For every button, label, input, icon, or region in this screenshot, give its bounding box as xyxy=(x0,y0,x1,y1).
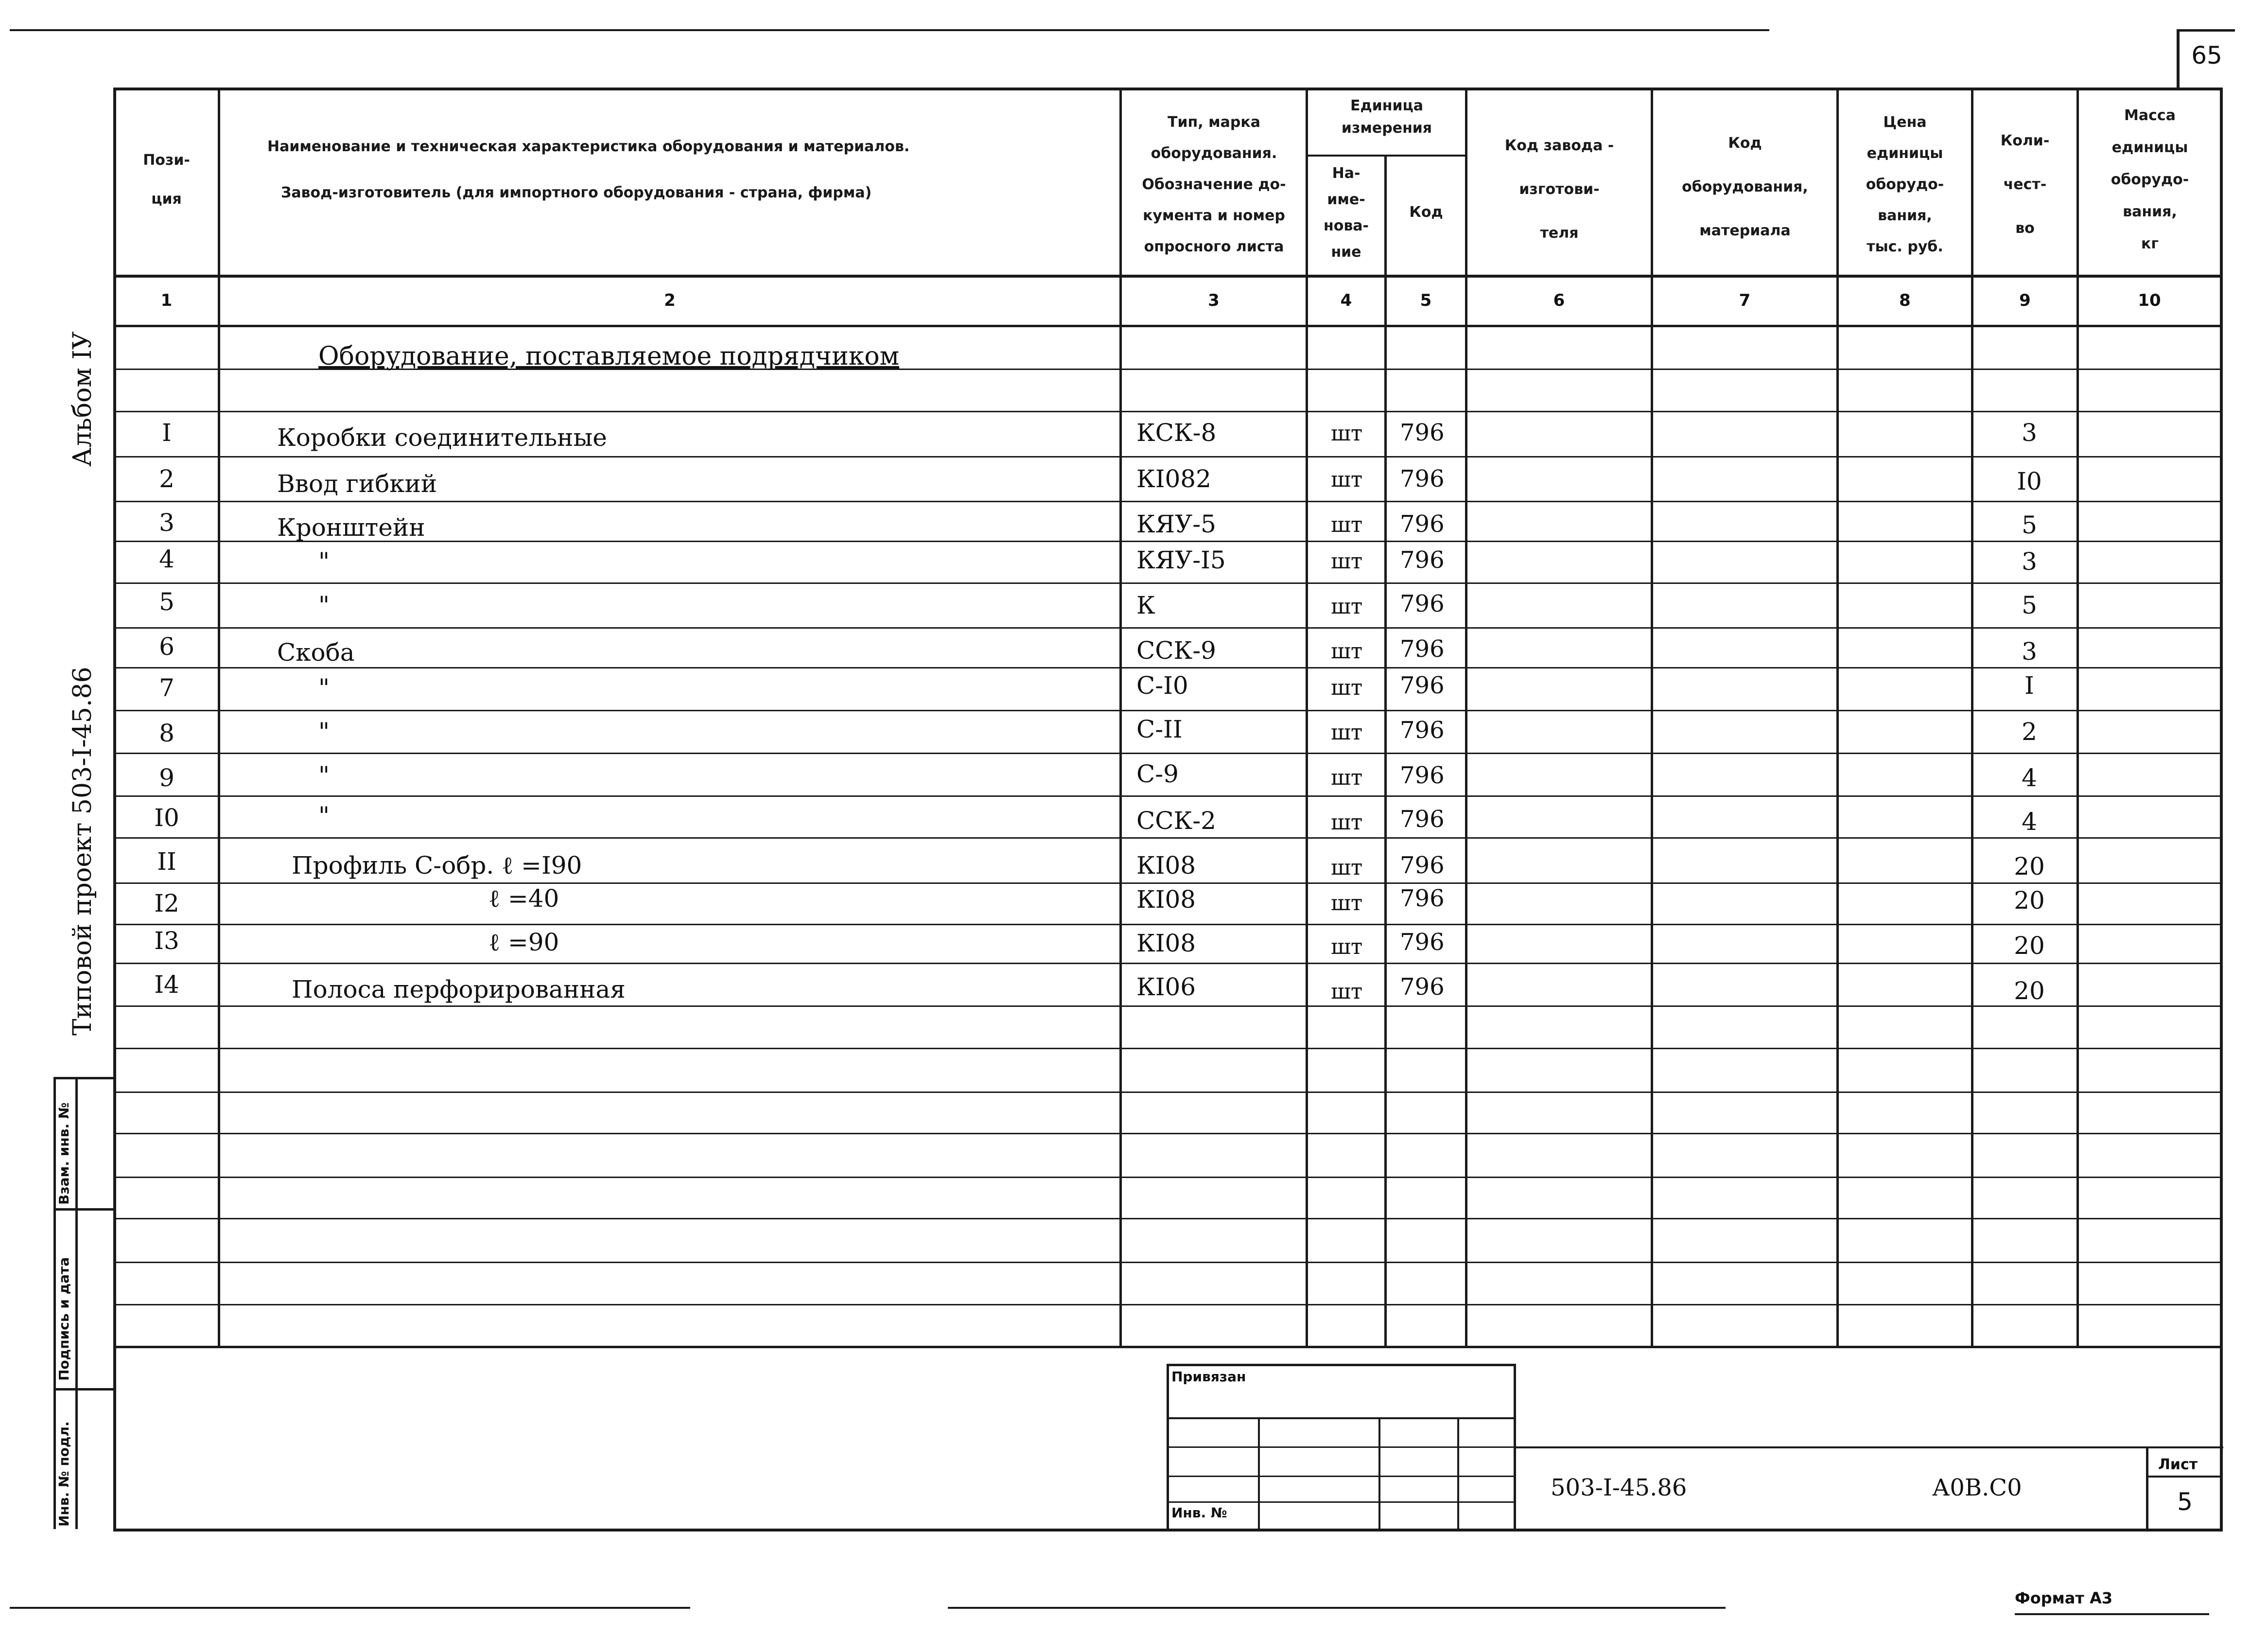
row-code: 796 xyxy=(1400,885,1445,912)
stamp-vline1 xyxy=(1258,1417,1260,1529)
row-position: I2 xyxy=(154,889,179,917)
row-code: 796 xyxy=(1400,852,1445,879)
bottom-rule-2 xyxy=(948,1607,1726,1609)
row-name: Ввод гибкий xyxy=(277,470,437,498)
row-name: ℓ =40 xyxy=(488,884,559,913)
header-price-line: Цена xyxy=(1883,114,1927,131)
margin-stamp-div1 xyxy=(53,1208,114,1211)
row-position: I4 xyxy=(154,970,179,999)
header-name-line1: Наименование и техническая характеристика оборудования и материалов. xyxy=(267,138,910,155)
header-equipment-code-line: материала xyxy=(1699,222,1791,239)
row-type: ССК-9 xyxy=(1136,636,1216,665)
row-position: 6 xyxy=(159,633,174,661)
row-name: Коробки соединительные xyxy=(277,423,607,452)
row-code: 796 xyxy=(1400,419,1445,446)
margin-podpis: Подпись и дата xyxy=(56,1257,72,1381)
row-unit: шт xyxy=(1331,765,1363,790)
margin-stamp-top xyxy=(53,1077,114,1079)
row-qty: 4 xyxy=(2022,764,2037,792)
row-type: КЯУ-5 xyxy=(1136,510,1216,538)
page-number-box-left xyxy=(2177,29,2180,88)
stamp-top xyxy=(1167,1364,1516,1366)
row-type: КЯУ-I5 xyxy=(1136,546,1226,574)
row-qty: 20 xyxy=(2014,932,2045,960)
col-line-4 xyxy=(1384,155,1387,1348)
colnum-10: 10 xyxy=(2138,291,2161,310)
stamp-doc-mark: А0В.С0 xyxy=(1932,1474,2022,1501)
header-bottom-line xyxy=(113,275,2223,278)
row-unit: шт xyxy=(1331,512,1363,537)
row-code: 796 xyxy=(1400,546,1445,574)
row-qty: 4 xyxy=(2022,808,2037,836)
row-position: I xyxy=(162,419,172,447)
header-type-line: оборудования. xyxy=(1151,145,1277,162)
header-mass-line: вания, xyxy=(2123,203,2177,220)
frame-right xyxy=(2220,88,2223,1531)
row-unit: шт xyxy=(1331,891,1363,915)
row-unit: шт xyxy=(1331,979,1363,1004)
section-title: Оборудование, поставляемое подрядчиком xyxy=(318,342,900,371)
header-factory-code xyxy=(1468,124,1651,255)
header-mass xyxy=(2079,100,2220,260)
stamp-vline2 xyxy=(1378,1417,1380,1529)
format-label: Формат А3 xyxy=(2015,1589,2113,1607)
margin-vzam: Взам. инв. № xyxy=(56,1102,72,1205)
row-code: 796 xyxy=(1400,973,1445,1001)
stamp-sheet-number: 5 xyxy=(2177,1488,2193,1516)
row-code: 796 xyxy=(1400,762,1445,789)
row-position: 7 xyxy=(159,674,174,702)
colnum-8: 8 xyxy=(1899,291,1911,310)
row-position: 2 xyxy=(159,465,174,493)
page-number: 65 xyxy=(2191,41,2222,70)
colnum-5: 5 xyxy=(1420,291,1432,310)
row-type: КI08 xyxy=(1136,851,1196,880)
row-qty: 2 xyxy=(2022,718,2037,746)
col-line-8 xyxy=(1971,88,1973,1348)
row-position: 9 xyxy=(159,764,174,792)
header-mass-line: единицы xyxy=(2111,139,2188,156)
row-code: 796 xyxy=(1400,717,1445,744)
row-unit: шт xyxy=(1331,810,1363,835)
row-unit: шт xyxy=(1331,855,1363,880)
row-type: С-I0 xyxy=(1136,671,1188,700)
header-price-line: оборудо- xyxy=(1866,176,1944,193)
header-factory-code-line: изготови- xyxy=(1519,181,1600,198)
row-name: " xyxy=(318,674,330,702)
row-type: КI082 xyxy=(1136,465,1211,493)
row-position: 8 xyxy=(159,719,174,747)
row-qty: 5 xyxy=(2022,511,2037,539)
header-type-line: Тип, марка xyxy=(1168,114,1260,131)
row-position: II xyxy=(157,847,176,876)
colnum-9: 9 xyxy=(2019,291,2031,310)
row-qty: I0 xyxy=(2017,467,2042,495)
stamp-line4 xyxy=(1167,1501,1516,1503)
stamp-vline3 xyxy=(1457,1417,1459,1529)
colnum-2: 2 xyxy=(664,291,676,310)
stamp-line1 xyxy=(1167,1417,1516,1419)
header-unit-name: На- име- нова- ние xyxy=(1323,165,1369,261)
row-name: " xyxy=(318,761,330,790)
row-type: КI06 xyxy=(1136,973,1196,1001)
row-type: С-II xyxy=(1136,715,1183,743)
header-factory-code-line: Код завода - xyxy=(1504,137,1614,154)
row-code: 796 xyxy=(1400,510,1445,538)
row-type: КI08 xyxy=(1136,885,1196,914)
header-quantity xyxy=(1974,119,2076,250)
row-name: Профиль С-обр. ℓ =I90 xyxy=(292,851,582,880)
row-qty: I xyxy=(2024,671,2034,700)
margin-project: Типовой проект 503-I-45.86 xyxy=(68,667,97,1036)
row-type: К xyxy=(1136,591,1155,619)
colnum-3: 3 xyxy=(1208,291,1220,310)
row-unit: шт xyxy=(1331,549,1363,574)
header-unit: Единица измерения xyxy=(1341,97,1432,137)
row-unit: шт xyxy=(1331,639,1363,664)
colnum-1: 1 xyxy=(160,291,173,310)
header-factory-code-line: теля xyxy=(1540,225,1579,242)
row-qty: 20 xyxy=(2014,852,2045,880)
row-type: КСК-8 xyxy=(1136,419,1217,447)
header-name-line2: Завод-изготовитель (для импортного оборудования - страна, фирма) xyxy=(281,184,872,201)
row-unit: шт xyxy=(1331,934,1363,959)
header-quantity-line: чест- xyxy=(2003,176,2047,193)
table-bottom-line xyxy=(113,1346,2223,1348)
header-position: Пози- ция xyxy=(143,152,190,208)
header-type-line: опросного листа xyxy=(1144,238,1284,255)
row-qty: 3 xyxy=(2022,637,2037,666)
col-line-7 xyxy=(1836,88,1839,1348)
row-qty: 20 xyxy=(2014,977,2045,1005)
row-unit: шт xyxy=(1331,594,1363,619)
header-mass-line: Масса xyxy=(2124,107,2176,124)
colnum-7: 7 xyxy=(1739,291,1751,310)
row-name: Скоба xyxy=(277,638,355,667)
header-equipment-code xyxy=(1654,122,1836,253)
bottom-rule-1 xyxy=(10,1607,690,1609)
row-type: КI08 xyxy=(1136,929,1196,957)
page-number-box-top xyxy=(2177,29,2235,32)
row-name: " xyxy=(318,718,330,746)
header-type-line: кумента и номер xyxy=(1143,207,1285,224)
unit-split-line xyxy=(1307,155,1467,157)
frame-top xyxy=(113,88,2223,90)
stamp-sheet-label: Лист xyxy=(2158,1456,2198,1473)
col-line-5 xyxy=(1465,88,1467,1348)
row-code: 796 xyxy=(1400,672,1445,699)
colnum-bottom-line xyxy=(113,325,2223,327)
title-block-top xyxy=(1514,1446,2223,1448)
col-line-3 xyxy=(1306,88,1308,1348)
top-rule xyxy=(10,29,1769,31)
sheet-box-mid xyxy=(2146,1476,2223,1478)
stamp-doc-code: 503-I-45.86 xyxy=(1551,1474,1687,1501)
stamp-privyazan: Привязан xyxy=(1171,1369,1246,1385)
row-type: ССК-2 xyxy=(1136,807,1216,835)
row-qty: 5 xyxy=(2022,591,2037,619)
row-name: " xyxy=(318,802,330,830)
colnum-4: 4 xyxy=(1340,291,1352,310)
row-type: С-9 xyxy=(1136,760,1179,788)
stamp-line2 xyxy=(1167,1446,1516,1448)
header-price-line: вания, xyxy=(1878,207,1932,224)
header-price xyxy=(1839,107,1971,263)
row-position: I0 xyxy=(154,804,179,832)
row-name: " xyxy=(318,547,330,576)
row-name: Полоса перфорированная xyxy=(292,975,626,1003)
row-code: 796 xyxy=(1400,635,1445,663)
row-code: 796 xyxy=(1400,465,1445,493)
row-unit: шт xyxy=(1331,720,1363,745)
colnum-6: 6 xyxy=(1553,291,1565,310)
header-type xyxy=(1123,107,1305,263)
header-quantity-line: Коли- xyxy=(2000,132,2050,149)
row-qty: 3 xyxy=(2022,419,2037,447)
header-price-line: тыс. руб. xyxy=(1867,238,1943,255)
row-name: ℓ =90 xyxy=(488,928,559,956)
header-unit-code: Код xyxy=(1409,204,1443,221)
col-line-2 xyxy=(1119,88,1122,1348)
row-unit: шт xyxy=(1331,421,1363,446)
row-code: 796 xyxy=(1400,806,1445,833)
row-qty: 20 xyxy=(2014,886,2045,915)
margin-album: Альбом IУ xyxy=(68,331,97,467)
row-unit: шт xyxy=(1331,675,1363,700)
header-mass-line: кг xyxy=(2141,235,2159,252)
row-name: Кронштейн xyxy=(277,513,425,542)
row-position: 5 xyxy=(159,588,174,616)
row-unit: шт xyxy=(1331,467,1363,492)
row-position: I3 xyxy=(154,927,179,955)
header-equipment-code-line: Код xyxy=(1728,135,1762,152)
row-code: 796 xyxy=(1400,590,1445,617)
header-type-line: Обозначение до- xyxy=(1142,176,1286,193)
row-code: 796 xyxy=(1400,929,1445,956)
stamp-line3 xyxy=(1167,1476,1516,1477)
header-quantity-line: во xyxy=(2015,220,2035,237)
row-name: " xyxy=(318,591,330,619)
header-mass-line: оборудо- xyxy=(2111,171,2189,188)
row-qty: 3 xyxy=(2022,547,2037,576)
format-underline xyxy=(2015,1613,2209,1615)
row-position: 3 xyxy=(159,509,174,537)
stamp-inv-no: Инв. № xyxy=(1171,1505,1227,1521)
col-line-6 xyxy=(1651,88,1653,1348)
header-equipment-code-line: оборудования, xyxy=(1682,178,1808,195)
margin-stamp-mid xyxy=(75,1077,78,1529)
col-line-1 xyxy=(218,88,220,1348)
header-price-line: единицы xyxy=(1867,145,1943,162)
margin-stamp-div2 xyxy=(53,1388,114,1391)
margin-inv-podl: Инв. № подл. xyxy=(56,1421,72,1527)
row-position: 4 xyxy=(159,545,174,573)
